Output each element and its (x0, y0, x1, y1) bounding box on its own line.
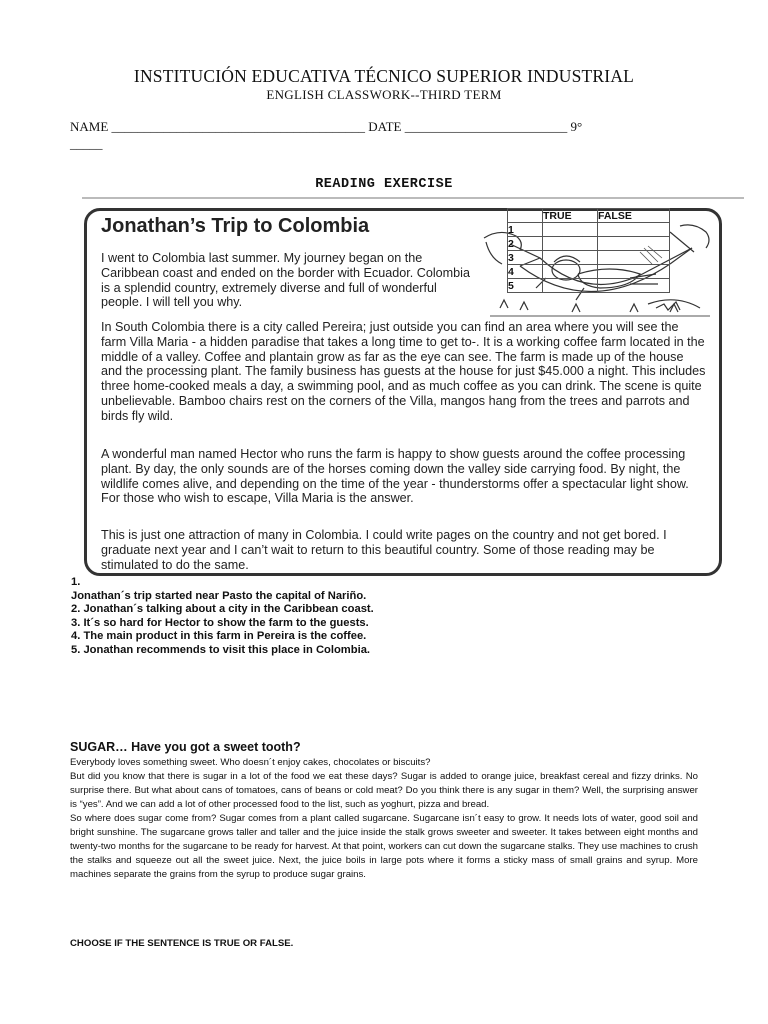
row-number: 5 (508, 279, 543, 293)
row-number: 1 (508, 223, 543, 237)
true-answer-cell[interactable] (543, 223, 598, 237)
true-answer-cell[interactable] (543, 265, 598, 279)
name-date-line: NAME _______________________________________ DATE _________________________ 9° (70, 119, 583, 134)
table-row (508, 251, 670, 265)
table-row (508, 279, 670, 293)
sugar-text (70, 756, 698, 882)
false-answer-cell[interactable] (598, 279, 670, 293)
story-paragraph-1: I went to Colombia last summer. My journey began on the Caribbean coast and ended on the border with Ecuador. Colombia is a splendid country, extremely diverse and full of wonderful people. I will tell you why. (101, 251, 470, 310)
question-item: 4. The main product in this farm in Pereira is the coffee. (71, 630, 367, 642)
row-number: 3 (508, 251, 543, 265)
question-item: Jonathan´s trip started near Pasto the capital of Nariño. (71, 589, 367, 602)
true-answer-cell[interactable] (543, 251, 598, 265)
table-header-blank (508, 209, 543, 223)
false-answer-cell[interactable] (598, 251, 670, 265)
question-item: 1. (71, 576, 81, 588)
story-paragraph-4: This is just one attraction of many in Colombia. I could write pages on the country and not get bored. I graduate next year and I can’t wait to return to this beautiful country. Some of those reading may be stimulated to do the same. (101, 528, 667, 572)
row-number: 4 (508, 265, 543, 279)
question-item: 2. Jonathan´s talking about a city in the Caribbean coast. (71, 603, 374, 615)
false-column-header: FALSE (598, 209, 670, 223)
table-header-row (508, 209, 670, 223)
false-answer-cell[interactable] (598, 265, 670, 279)
sugar-paragraph: Everybody loves something sweet. Who doesn´t enjoy cakes, chocolates or biscuits? (70, 757, 431, 768)
story-title: Jonathan’s Trip to Colombia (101, 215, 370, 237)
question-item: 3. It´s so hard for Hector to show the farm to the guests. (71, 616, 369, 629)
classwork-subtitle: ENGLISH CLASSWORK--THIRD TERM (266, 87, 502, 102)
question-list (71, 576, 374, 657)
sugar-paragraph: But did you know that there is sugar in a lot of the food we eat these days? Sugar is added to orange juice, breakfast cereal and fizzy drinks. No surprise there. But what about cans of tomatoes, cans of beans or cold meat? Do you think there is any sugar in them? Well, the surprising answer is “yes”. And we can add a lot of other processed food to the list, such as yoghurt, pizza and bread. (70, 771, 698, 810)
false-answer-cell[interactable] (598, 223, 670, 237)
true-answer-cell[interactable] (543, 279, 598, 293)
row-number: 2 (508, 237, 543, 251)
divider (82, 197, 744, 199)
story-paragraph-2: In South Colombia there is a city called Pereira; just outside you can find an area where you will see the farm Villa Maria - a hidden paradise that takes a long time to get to-. It is a working coffee farm located in the middle of a valley. Coffee and plantain grow as far as the eye can see. The farm is made up of the house and the processing plant. The family business has guests at the house for just $45.000 a night. This includes three home-cooked meals a day, a swimming pool, and as much coffee as you can drink. The scene is quite unbelievable. Bamboo chairs rest on the corners of the Villa, mangos hang from the trees and parrots and birds fly wild. (101, 320, 706, 423)
name-line-continuation: _____ (70, 136, 103, 151)
institution-title: INSTITUCIÓN EDUCATIVA TÉCNICO SUPERIOR INDUSTRIAL (133, 66, 635, 86)
true-false-table (507, 208, 670, 293)
table-row (508, 265, 670, 279)
true-answer-cell[interactable] (543, 237, 598, 251)
table-row (508, 223, 670, 237)
true-false-instruction: CHOOSE IF THE SENTENCE IS TRUE OR FALSE. (70, 938, 294, 949)
sugar-paragraph: So where does sugar come from? Sugar comes from a plant called sugarcane. Sugarcane isn´t easy to grow. It needs lots of water, good soil and bright sunshine. The sugarcane grows taller and taller and the juice inside the stalk grows sweeter and sweeter. It takes between eight months and twenty-two months for the sugarcane to be ready for harvest. At that point, workers can cut down the sugarcane stalks. They use machines to crush the stalks and squeeze out all the sweet juice. Next, the juice boils in large pots where it forms a sticky mass of small grains and syrup. More machines separate the grains from the syrup to produce sugar grains. (70, 813, 698, 880)
sugar-section-title: SUGAR… Have you got a sweet tooth? (70, 740, 301, 754)
false-answer-cell[interactable] (598, 237, 670, 251)
reading-exercise-title: READING EXERCISE (315, 177, 453, 192)
story-paragraph-3: A wonderful man named Hector who runs the farm is happy to show guests around the coffee processing plant. By day, the only sounds are of the horses coming down the valley side carrying food. By night, the wildlife comes alive, and depending on the time of the year - thunderstorms offer a spectacular light show. For those who wish to escape, Villa Maria is the answer. (101, 447, 689, 506)
question-item: 5. Jonathan recommends to visit this place in Colombia. (71, 643, 371, 656)
true-column-header: TRUE (543, 209, 598, 223)
table-row (508, 237, 670, 251)
